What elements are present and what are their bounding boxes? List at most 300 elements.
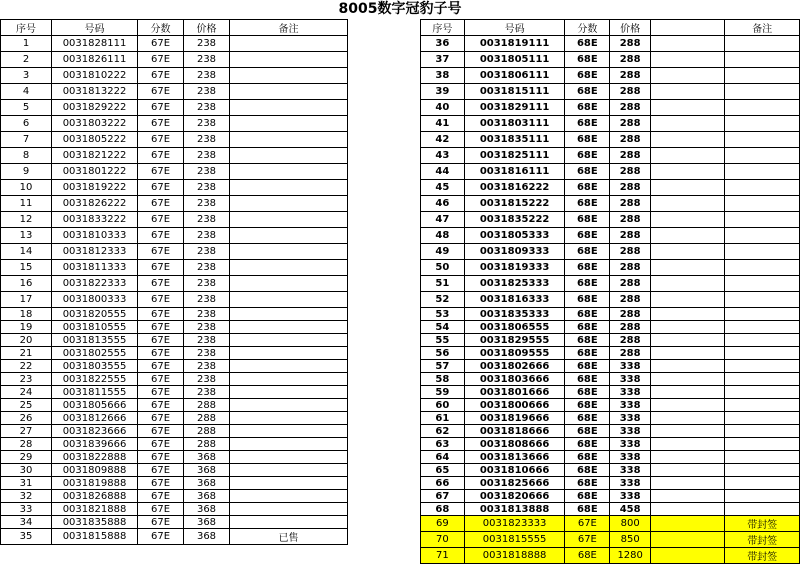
score-cell[interactable]: 67E (138, 116, 184, 132)
number-cell[interactable]: 0031822888 (52, 451, 138, 464)
blank-cell[interactable] (651, 532, 725, 548)
number-cell[interactable]: 0031803555 (52, 360, 138, 373)
row-number-cell[interactable]: 36 (421, 36, 465, 52)
note-cell[interactable] (230, 260, 348, 276)
price-cell[interactable]: 338 (610, 373, 651, 386)
row-number-cell[interactable]: 60 (421, 399, 465, 412)
score-cell[interactable]: 67E (138, 84, 184, 100)
row-number-cell[interactable]: 7 (1, 132, 52, 148)
note-cell[interactable] (230, 52, 348, 68)
score-cell[interactable]: 67E (138, 529, 184, 545)
price-cell[interactable]: 238 (184, 244, 230, 260)
price-cell[interactable]: 238 (184, 148, 230, 164)
score-cell[interactable]: 68E (565, 490, 610, 503)
row-number-cell[interactable]: 12 (1, 212, 52, 228)
note-cell[interactable] (230, 308, 348, 321)
number-cell[interactable]: 0031802666 (464, 360, 565, 373)
row-number-cell[interactable]: 2 (1, 52, 52, 68)
note-cell[interactable] (725, 148, 800, 164)
score-cell[interactable]: 67E (138, 260, 184, 276)
note-cell[interactable] (725, 132, 800, 148)
score-cell[interactable]: 67E (138, 228, 184, 244)
score-cell[interactable]: 67E (138, 180, 184, 196)
row-number-cell[interactable]: 48 (421, 228, 465, 244)
score-cell[interactable]: 68E (565, 334, 610, 347)
price-cell[interactable]: 238 (184, 347, 230, 360)
number-cell[interactable]: 0031805666 (52, 399, 138, 412)
note-cell[interactable] (725, 464, 800, 477)
blank-cell[interactable] (651, 438, 725, 451)
number-cell[interactable]: 0031813888 (464, 503, 565, 516)
header-number[interactable]: 号码 (464, 20, 565, 36)
row-number-cell[interactable]: 5 (1, 100, 52, 116)
header-score[interactable]: 分数 (565, 20, 610, 36)
price-cell[interactable]: 238 (184, 360, 230, 373)
row-number-cell[interactable]: 30 (1, 464, 52, 477)
note-cell[interactable] (230, 438, 348, 451)
blank-cell[interactable] (651, 68, 725, 84)
number-cell[interactable]: 0031803111 (464, 116, 565, 132)
score-cell[interactable]: 67E (138, 132, 184, 148)
number-cell[interactable]: 0031825111 (464, 148, 565, 164)
score-cell[interactable]: 68E (565, 260, 610, 276)
score-cell[interactable]: 68E (565, 477, 610, 490)
score-cell[interactable]: 68E (565, 451, 610, 464)
note-cell[interactable] (230, 477, 348, 490)
note-cell[interactable]: 带封签 (725, 516, 800, 532)
row-number-cell[interactable]: 53 (421, 308, 465, 321)
number-cell[interactable]: 0031816111 (464, 164, 565, 180)
score-cell[interactable]: 68E (565, 196, 610, 212)
price-cell[interactable]: 288 (610, 116, 651, 132)
score-cell[interactable]: 67E (138, 196, 184, 212)
header-note[interactable]: 备注 (725, 20, 800, 36)
price-cell[interactable]: 338 (610, 412, 651, 425)
score-cell[interactable]: 67E (138, 438, 184, 451)
note-cell[interactable] (725, 260, 800, 276)
score-cell[interactable]: 68E (565, 100, 610, 116)
header-index[interactable]: 序号 (1, 20, 52, 36)
score-cell[interactable]: 67E (138, 52, 184, 68)
number-cell[interactable]: 0031811333 (52, 260, 138, 276)
number-cell[interactable]: 0031826222 (52, 196, 138, 212)
score-cell[interactable]: 67E (138, 399, 184, 412)
number-cell[interactable]: 0031820555 (52, 308, 138, 321)
note-cell[interactable] (725, 116, 800, 132)
price-cell[interactable]: 238 (184, 84, 230, 100)
number-cell[interactable]: 0031802555 (52, 347, 138, 360)
price-cell[interactable]: 238 (184, 373, 230, 386)
score-cell[interactable]: 68E (565, 425, 610, 438)
note-cell[interactable] (230, 196, 348, 212)
row-number-cell[interactable]: 32 (1, 490, 52, 503)
blank-cell[interactable] (651, 373, 725, 386)
price-cell[interactable]: 238 (184, 276, 230, 292)
number-cell[interactable]: 0031800666 (464, 399, 565, 412)
blank-cell[interactable] (651, 477, 725, 490)
price-cell[interactable]: 288 (184, 425, 230, 438)
number-cell[interactable]: 0031811555 (52, 386, 138, 399)
score-cell[interactable]: 67E (138, 412, 184, 425)
score-cell[interactable]: 68E (565, 52, 610, 68)
note-cell[interactable] (725, 399, 800, 412)
note-cell[interactable] (230, 503, 348, 516)
note-cell[interactable] (230, 164, 348, 180)
score-cell[interactable]: 68E (565, 464, 610, 477)
blank-cell[interactable] (651, 308, 725, 321)
note-cell[interactable]: 带封签 (725, 532, 800, 548)
blank-cell[interactable] (651, 464, 725, 477)
number-cell[interactable]: 0031803222 (52, 116, 138, 132)
price-cell[interactable]: 1280 (610, 548, 651, 564)
row-number-cell[interactable]: 69 (421, 516, 465, 532)
number-cell[interactable]: 0031819666 (464, 412, 565, 425)
price-cell[interactable]: 850 (610, 532, 651, 548)
number-cell[interactable]: 0031806111 (464, 68, 565, 84)
price-cell[interactable]: 238 (184, 116, 230, 132)
row-number-cell[interactable]: 20 (1, 334, 52, 347)
row-number-cell[interactable]: 51 (421, 276, 465, 292)
note-cell[interactable] (725, 386, 800, 399)
note-cell[interactable] (725, 228, 800, 244)
note-cell[interactable] (230, 360, 348, 373)
note-cell[interactable]: 已售 (230, 529, 348, 545)
score-cell[interactable]: 67E (138, 68, 184, 84)
score-cell[interactable]: 68E (565, 412, 610, 425)
number-cell[interactable]: 0031803666 (464, 373, 565, 386)
number-cell[interactable]: 0031809888 (52, 464, 138, 477)
note-cell[interactable] (725, 321, 800, 334)
note-cell[interactable] (230, 399, 348, 412)
row-number-cell[interactable]: 24 (1, 386, 52, 399)
price-cell[interactable]: 238 (184, 164, 230, 180)
note-cell[interactable] (230, 451, 348, 464)
note-cell[interactable] (230, 373, 348, 386)
row-number-cell[interactable]: 13 (1, 228, 52, 244)
price-cell[interactable]: 288 (610, 308, 651, 321)
price-cell[interactable]: 288 (610, 260, 651, 276)
score-cell[interactable]: 68E (565, 212, 610, 228)
price-cell[interactable]: 368 (184, 477, 230, 490)
blank-cell[interactable] (651, 212, 725, 228)
score-cell[interactable]: 67E (138, 464, 184, 477)
price-cell[interactable]: 238 (184, 212, 230, 228)
blank-cell[interactable] (651, 116, 725, 132)
number-cell[interactable]: 0031819222 (52, 180, 138, 196)
score-cell[interactable]: 68E (565, 164, 610, 180)
blank-cell[interactable] (651, 260, 725, 276)
note-cell[interactable] (230, 412, 348, 425)
price-cell[interactable]: 338 (610, 464, 651, 477)
number-cell[interactable]: 0031801666 (464, 386, 565, 399)
note-cell[interactable] (230, 516, 348, 529)
header-price[interactable]: 价格 (184, 20, 230, 36)
number-cell[interactable]: 0031829111 (464, 100, 565, 116)
price-cell[interactable]: 368 (184, 464, 230, 477)
number-cell[interactable]: 0031819111 (464, 36, 565, 52)
note-cell[interactable] (725, 52, 800, 68)
number-cell[interactable]: 0031819888 (52, 477, 138, 490)
note-cell[interactable] (230, 36, 348, 52)
row-number-cell[interactable]: 55 (421, 334, 465, 347)
price-cell[interactable]: 368 (184, 529, 230, 545)
row-number-cell[interactable]: 3 (1, 68, 52, 84)
row-number-cell[interactable]: 66 (421, 477, 465, 490)
number-cell[interactable]: 0031823666 (52, 425, 138, 438)
number-cell[interactable]: 0031805222 (52, 132, 138, 148)
number-cell[interactable]: 0031826888 (52, 490, 138, 503)
row-number-cell[interactable]: 11 (1, 196, 52, 212)
number-cell[interactable]: 0031825666 (464, 477, 565, 490)
number-cell[interactable]: 0031818666 (464, 425, 565, 438)
row-number-cell[interactable]: 4 (1, 84, 52, 100)
score-cell[interactable]: 67E (565, 532, 610, 548)
price-cell[interactable]: 338 (610, 477, 651, 490)
price-cell[interactable]: 238 (184, 52, 230, 68)
row-number-cell[interactable]: 26 (1, 412, 52, 425)
score-cell[interactable]: 68E (565, 244, 610, 260)
row-number-cell[interactable]: 45 (421, 180, 465, 196)
price-cell[interactable]: 288 (610, 148, 651, 164)
price-cell[interactable]: 288 (610, 244, 651, 260)
price-cell[interactable]: 368 (184, 516, 230, 529)
price-cell[interactable]: 288 (610, 196, 651, 212)
price-cell[interactable]: 288 (184, 412, 230, 425)
row-number-cell[interactable]: 42 (421, 132, 465, 148)
number-cell[interactable]: 0031800333 (52, 292, 138, 308)
note-cell[interactable] (230, 276, 348, 292)
number-cell[interactable]: 0031810666 (464, 464, 565, 477)
row-number-cell[interactable]: 58 (421, 373, 465, 386)
score-cell[interactable]: 68E (565, 438, 610, 451)
blank-cell[interactable] (651, 100, 725, 116)
number-cell[interactable]: 0031808666 (464, 438, 565, 451)
row-number-cell[interactable]: 47 (421, 212, 465, 228)
price-cell[interactable]: 288 (610, 132, 651, 148)
row-number-cell[interactable]: 70 (421, 532, 465, 548)
blank-cell[interactable] (651, 412, 725, 425)
note-cell[interactable] (230, 244, 348, 260)
number-cell[interactable]: 0031835333 (464, 308, 565, 321)
note-cell[interactable] (230, 180, 348, 196)
note-cell[interactable] (230, 321, 348, 334)
price-cell[interactable]: 238 (184, 36, 230, 52)
price-cell[interactable]: 458 (610, 503, 651, 516)
row-number-cell[interactable]: 67 (421, 490, 465, 503)
row-number-cell[interactable]: 52 (421, 292, 465, 308)
score-cell[interactable]: 67E (138, 503, 184, 516)
header-index[interactable]: 序号 (421, 20, 465, 36)
row-number-cell[interactable]: 44 (421, 164, 465, 180)
blank-cell[interactable] (651, 36, 725, 52)
row-number-cell[interactable]: 21 (1, 347, 52, 360)
blank-cell[interactable] (651, 276, 725, 292)
note-cell[interactable] (725, 373, 800, 386)
note-cell[interactable] (725, 276, 800, 292)
note-cell[interactable] (725, 68, 800, 84)
price-cell[interactable]: 288 (610, 321, 651, 334)
row-number-cell[interactable]: 50 (421, 260, 465, 276)
note-cell[interactable] (230, 68, 348, 84)
score-cell[interactable]: 68E (565, 347, 610, 360)
row-number-cell[interactable]: 43 (421, 148, 465, 164)
header-price[interactable]: 价格 (610, 20, 651, 36)
price-cell[interactable]: 288 (610, 228, 651, 244)
score-cell[interactable]: 67E (138, 477, 184, 490)
price-cell[interactable]: 288 (610, 52, 651, 68)
note-cell[interactable] (725, 308, 800, 321)
row-number-cell[interactable]: 22 (1, 360, 52, 373)
score-cell[interactable]: 67E (138, 308, 184, 321)
note-cell[interactable] (725, 244, 800, 260)
number-cell[interactable]: 0031815555 (464, 532, 565, 548)
number-cell[interactable]: 0031825333 (464, 276, 565, 292)
price-cell[interactable]: 288 (610, 84, 651, 100)
row-number-cell[interactable]: 57 (421, 360, 465, 373)
row-number-cell[interactable]: 65 (421, 464, 465, 477)
price-cell[interactable]: 238 (184, 260, 230, 276)
number-cell[interactable]: 0031829222 (52, 100, 138, 116)
number-cell[interactable]: 0031835222 (464, 212, 565, 228)
score-cell[interactable]: 68E (565, 548, 610, 564)
note-cell[interactable] (230, 148, 348, 164)
note-cell[interactable] (725, 180, 800, 196)
blank-cell[interactable] (651, 164, 725, 180)
number-cell[interactable]: 0031821222 (52, 148, 138, 164)
row-number-cell[interactable]: 1 (1, 36, 52, 52)
note-cell[interactable] (230, 84, 348, 100)
number-cell[interactable]: 0031813555 (52, 334, 138, 347)
blank-cell[interactable] (651, 52, 725, 68)
number-cell[interactable]: 0031801222 (52, 164, 138, 180)
row-number-cell[interactable]: 6 (1, 116, 52, 132)
note-cell[interactable] (725, 503, 800, 516)
number-cell[interactable]: 0031821888 (52, 503, 138, 516)
blank-cell[interactable] (651, 451, 725, 464)
note-cell[interactable] (725, 438, 800, 451)
score-cell[interactable]: 67E (138, 360, 184, 373)
row-number-cell[interactable]: 23 (1, 373, 52, 386)
score-cell[interactable]: 68E (565, 373, 610, 386)
row-number-cell[interactable]: 63 (421, 438, 465, 451)
note-cell[interactable] (725, 451, 800, 464)
header-blank-cell[interactable] (651, 20, 725, 36)
row-number-cell[interactable]: 37 (421, 52, 465, 68)
price-cell[interactable]: 288 (610, 276, 651, 292)
note-cell[interactable] (230, 334, 348, 347)
price-cell[interactable]: 238 (184, 68, 230, 84)
number-cell[interactable]: 0031816333 (464, 292, 565, 308)
note-cell[interactable] (725, 347, 800, 360)
row-number-cell[interactable]: 59 (421, 386, 465, 399)
blank-cell[interactable] (651, 548, 725, 564)
price-cell[interactable]: 338 (610, 490, 651, 503)
price-cell[interactable]: 368 (184, 490, 230, 503)
note-cell[interactable] (725, 196, 800, 212)
price-cell[interactable]: 288 (610, 164, 651, 180)
number-cell[interactable]: 0031809333 (464, 244, 565, 260)
row-number-cell[interactable]: 28 (1, 438, 52, 451)
score-cell[interactable]: 68E (565, 503, 610, 516)
blank-cell[interactable] (651, 334, 725, 347)
price-cell[interactable]: 238 (184, 334, 230, 347)
number-cell[interactable]: 0031828111 (52, 36, 138, 52)
price-cell[interactable]: 368 (184, 451, 230, 464)
row-number-cell[interactable]: 15 (1, 260, 52, 276)
score-cell[interactable]: 67E (565, 516, 610, 532)
row-number-cell[interactable]: 49 (421, 244, 465, 260)
row-number-cell[interactable]: 19 (1, 321, 52, 334)
number-cell[interactable]: 0031829555 (464, 334, 565, 347)
header-score[interactable]: 分数 (138, 20, 184, 36)
price-cell[interactable]: 368 (184, 503, 230, 516)
price-cell[interactable]: 288 (610, 100, 651, 116)
score-cell[interactable]: 68E (565, 228, 610, 244)
number-cell[interactable]: 0031805333 (464, 228, 565, 244)
blank-cell[interactable] (651, 228, 725, 244)
row-number-cell[interactable]: 56 (421, 347, 465, 360)
note-cell[interactable] (725, 425, 800, 438)
note-cell[interactable] (230, 116, 348, 132)
price-cell[interactable]: 800 (610, 516, 651, 532)
price-cell[interactable]: 288 (610, 68, 651, 84)
row-number-cell[interactable]: 68 (421, 503, 465, 516)
number-cell[interactable]: 0031835888 (52, 516, 138, 529)
note-cell[interactable] (230, 490, 348, 503)
number-cell[interactable]: 0031810555 (52, 321, 138, 334)
price-cell[interactable]: 238 (184, 308, 230, 321)
price-cell[interactable]: 338 (610, 386, 651, 399)
price-cell[interactable]: 238 (184, 100, 230, 116)
note-cell[interactable] (230, 228, 348, 244)
score-cell[interactable]: 68E (565, 84, 610, 100)
score-cell[interactable]: 67E (138, 276, 184, 292)
note-cell[interactable] (725, 490, 800, 503)
number-cell[interactable]: 0031813222 (52, 84, 138, 100)
blank-cell[interactable] (651, 425, 725, 438)
number-cell[interactable]: 0031810333 (52, 228, 138, 244)
score-cell[interactable]: 67E (138, 36, 184, 52)
note-cell[interactable] (230, 347, 348, 360)
score-cell[interactable]: 68E (565, 321, 610, 334)
note-cell[interactable]: 带封签 (725, 548, 800, 564)
price-cell[interactable]: 288 (184, 438, 230, 451)
score-cell[interactable]: 67E (138, 425, 184, 438)
score-cell[interactable]: 68E (565, 292, 610, 308)
header-note[interactable]: 备注 (230, 20, 348, 36)
price-cell[interactable]: 288 (184, 399, 230, 412)
row-number-cell[interactable]: 40 (421, 100, 465, 116)
score-cell[interactable]: 67E (138, 347, 184, 360)
blank-cell[interactable] (651, 516, 725, 532)
price-cell[interactable]: 338 (610, 451, 651, 464)
row-number-cell[interactable]: 9 (1, 164, 52, 180)
number-cell[interactable]: 0031815111 (464, 84, 565, 100)
note-cell[interactable] (230, 292, 348, 308)
blank-cell[interactable] (651, 148, 725, 164)
number-cell[interactable]: 0031812666 (52, 412, 138, 425)
blank-cell[interactable] (651, 196, 725, 212)
note-cell[interactable] (725, 164, 800, 180)
row-number-cell[interactable]: 31 (1, 477, 52, 490)
note-cell[interactable] (725, 36, 800, 52)
row-number-cell[interactable]: 64 (421, 451, 465, 464)
note-cell[interactable] (230, 100, 348, 116)
price-cell[interactable]: 238 (184, 228, 230, 244)
score-cell[interactable]: 67E (138, 244, 184, 260)
price-cell[interactable]: 288 (610, 347, 651, 360)
number-cell[interactable]: 0031809555 (464, 347, 565, 360)
